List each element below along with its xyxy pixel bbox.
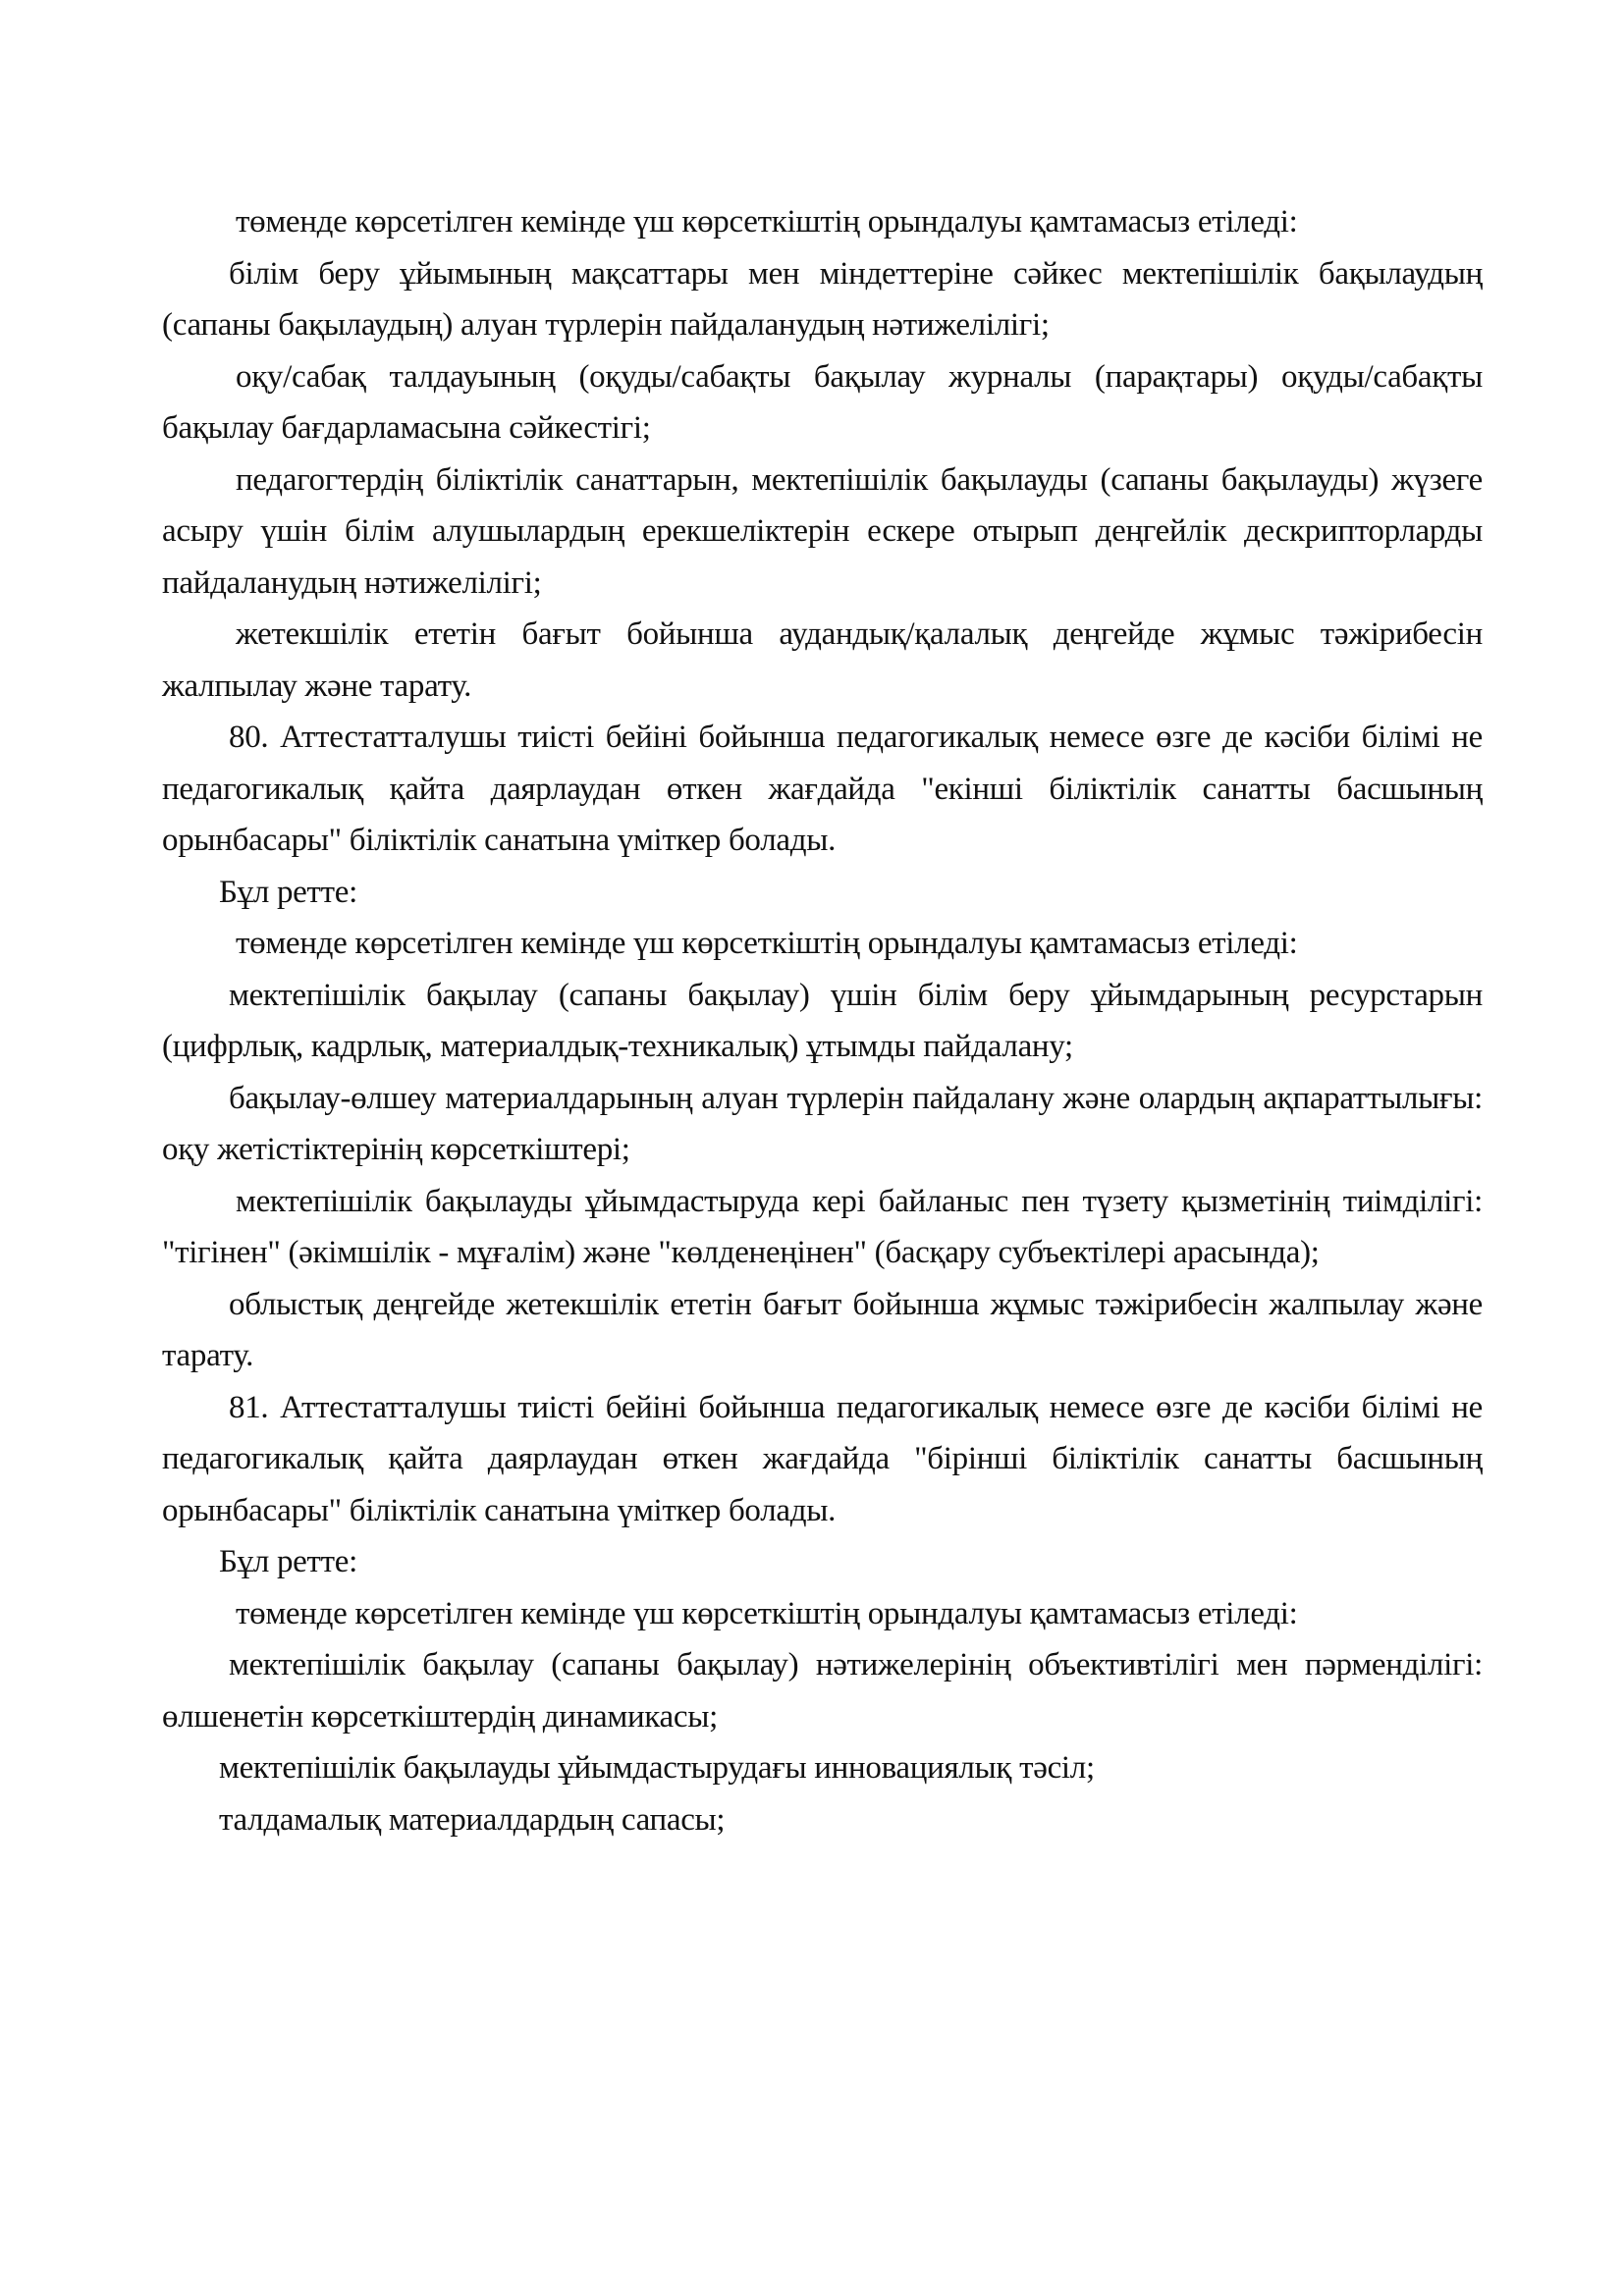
paragraph-in-this-case: Бұл ретте: bbox=[219, 874, 357, 910]
paragraph-innovative-approach: мектепішілік бақылауды ұйымдастырудағы инновациялық тәсіл; bbox=[219, 1750, 1095, 1786]
paragraph-resources-use: мектепішілік бақылау (сапаны бақылау) үшін білім беру ұйымдарының ресурстарын (цифрлық, кадрлық, материалдық-техникалық) ұтымды пайдалану; bbox=[162, 977, 1483, 1064]
paragraph-indicators-intro: төменде көрсетілген кемінде үш көрсеткіштің орындалуы қамтамасыз етіледі: bbox=[236, 926, 1298, 961]
paragraph-in-this-case: Бұл ретте: bbox=[219, 1544, 357, 1579]
document-page bbox=[162, 196, 1483, 1845]
paragraph-district-experience: жетекшілік ететін бағыт бойынша аудандық/қалалық деңгейде жұмыс тәжірибесін жалпылау және тарату. bbox=[162, 616, 1483, 704]
paragraph-indicators-intro: төменде көрсетілген кемінде үш көрсеткіштің орындалуы қамтамасыз етіледі: bbox=[236, 204, 1298, 240]
paragraph-regional-experience: облыстық деңгейде жетекшілік ететін бағыт бойынша жұмыс тәжірибесін жалпылау және тарату. bbox=[162, 1286, 1483, 1373]
paragraph-feedback-effectiveness: мектепішілік бақылауды ұйымдастыруда кері байланыс пен түзету қызметінің тиімділігі: "тігінен" (әкімшілік - мұғалім) және "көлденеңінен" (басқару субъектілері арасында); bbox=[162, 1183, 1483, 1270]
paragraph-measurement-materials: бақылау-өлшеу материалдарының алуан түрлерін пайдалану және олардың ақпараттылығы: оқу жетістіктерінің көрсеткіштері; bbox=[162, 1080, 1483, 1167]
paragraph-level-descriptors: педагогтердің біліктілік санаттарын, мектепішілік бақылауды (сапаны бақылауды) жүзеге асыру үшін білім алушылардың ерекшеліктерін ескере отырып деңгейлік дескрипторларды пайдаланудың нәтижелілігі; bbox=[162, 461, 1483, 601]
paragraph-lesson-analysis-compliance: оқу/сабақ талдауының (оқуды/сабақты бақылау журналы (парақтары) оқуды/сабақты бақылау бағдарламасына сәйкестігі; bbox=[162, 358, 1483, 446]
paragraph-analytical-materials: талдамалық материалдардың сапасы; bbox=[219, 1801, 726, 1838]
paragraph-results-objectivity: мектепішілік бақылау (сапаны бақылау) нәтижелерінің объективтілігі мен пәрменділігі: өлшенетін көрсеткіштердің динамикасы; bbox=[162, 1647, 1483, 1735]
clause-80: 80. Аттестатталушы тиісті бейіні бойынша педагогикалық немесе өзге де кәсіби білімі не педагогикалық қайта даярлаудан өткен жағдайда "екінші біліктілік санатты басшының орынбасары" біліктілік санатына үміткер болады. bbox=[162, 720, 1483, 858]
paragraph-indicators-intro: төменде көрсетілген кемінде үш көрсеткіштің орындалуы қамтамасыз етіледі: bbox=[236, 1595, 1298, 1631]
paragraph-control-types-effectiveness: білім беру ұйымының мақсаттары мен міндеттеріне сәйкес мектепішілік бақылаудың (сапаны бақылаудың) алуан түрлерін пайдаланудың нәтижелілігі; bbox=[162, 255, 1483, 343]
clause-81: 81. Аттестатталушы тиісті бейіні бойынша педагогикалық немесе өзге де кәсіби білімі не педагогикалық қайта даярлаудан өткен жағдайда "бірінші біліктілік санатты басшының орынбасары" біліктілік санатына үміткер болады. bbox=[162, 1389, 1483, 1528]
